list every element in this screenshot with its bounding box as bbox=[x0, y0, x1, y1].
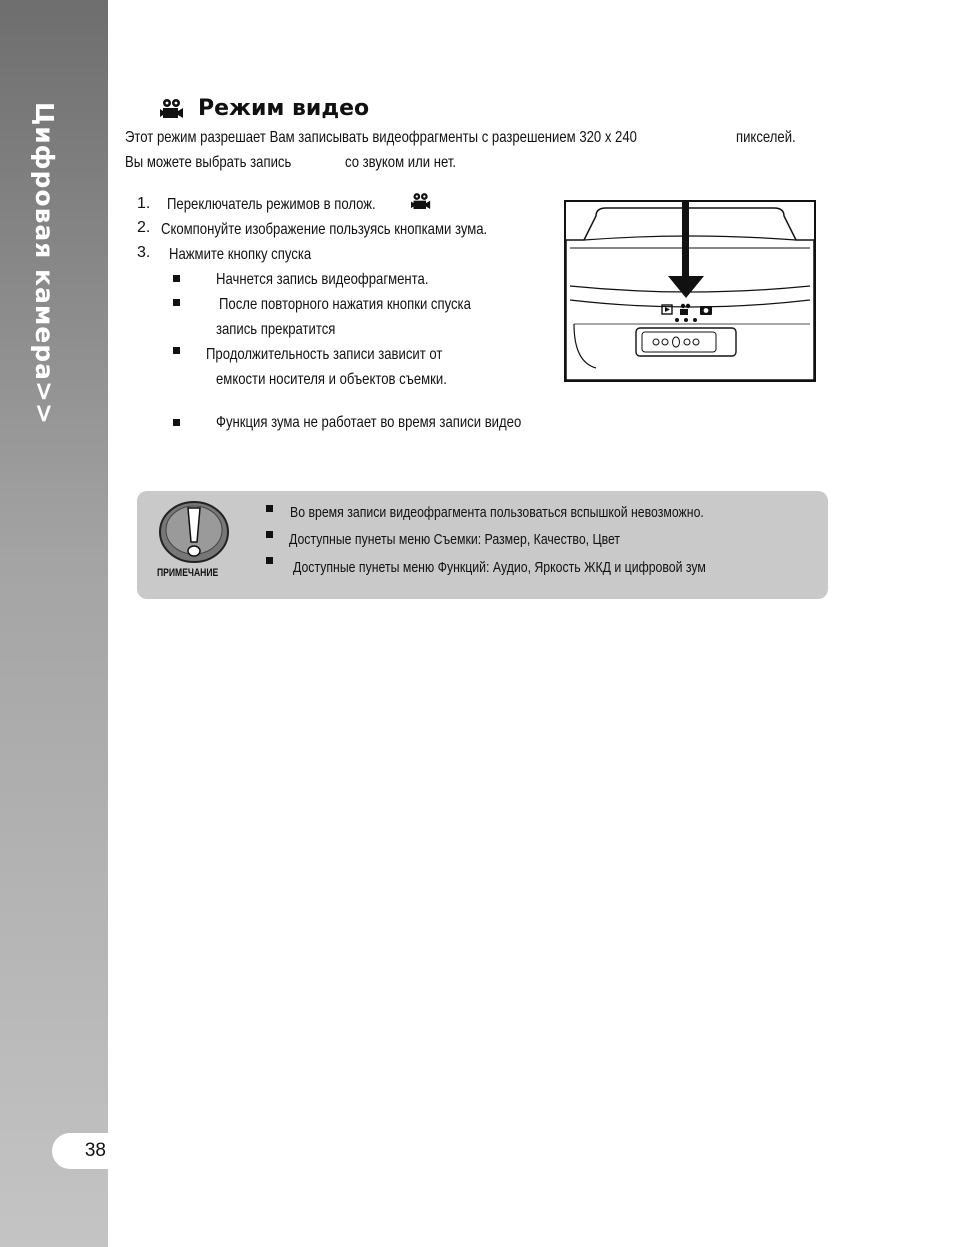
bullet-icon bbox=[266, 505, 273, 512]
intro-line1-end: пикселей. bbox=[736, 129, 796, 146]
exclamation-icon bbox=[158, 500, 232, 566]
movie-camera-icon bbox=[160, 98, 184, 120]
section-title: Режим видео bbox=[198, 96, 370, 121]
step-number: 2. bbox=[137, 219, 151, 236]
movie-camera-icon bbox=[411, 192, 431, 211]
bullet-icon bbox=[173, 275, 180, 282]
page-title bbox=[160, 96, 369, 121]
sidebar bbox=[0, 0, 108, 1247]
bullet-icon bbox=[266, 557, 273, 564]
intro-line1: Этот режим разрешает Вам записывать видеофрагменты с разрешением 320 x 240 bbox=[125, 129, 637, 146]
bullet-text: Продолжительность записи зависит от bbox=[206, 346, 443, 363]
bullet-text: емкости носителя и объектов съемки. bbox=[216, 371, 447, 388]
note-item: Доступные пунеты меню Съемки: Размер, Качество, Цвет bbox=[289, 531, 621, 548]
bullet-icon bbox=[173, 419, 180, 426]
step-text: Переключатель режимов в полож. bbox=[167, 196, 376, 213]
intro-line2-end: со звуком или нет. bbox=[345, 154, 457, 171]
camera-diagram bbox=[564, 200, 816, 382]
bullet-text: Начнется запись видеофрагмента. bbox=[216, 271, 429, 288]
note-label: ПРИМЕЧАНИЕ bbox=[157, 567, 219, 579]
bullet-text: запись прекратится bbox=[216, 321, 336, 338]
note-item: Доступные пунеты меню Функций: Аудио, Яркость ЖКД и цифровой зум bbox=[293, 559, 706, 576]
sidebar-title: Цифровая камера>> bbox=[30, 102, 59, 425]
bullet-icon bbox=[173, 299, 180, 306]
page-number: 38 bbox=[52, 1133, 108, 1169]
step-text: Нажмите кнопку спуска bbox=[169, 246, 312, 263]
camera-mode-dial-icon bbox=[566, 202, 814, 380]
step-number: 1. bbox=[137, 195, 151, 212]
intro-line2: Вы можете выбрать запись bbox=[125, 154, 292, 171]
bullet-text: Функция зума не работает во время записи видео bbox=[216, 414, 522, 431]
bullet-icon bbox=[173, 347, 180, 354]
step-number: 3. bbox=[137, 244, 151, 261]
note-item: Во время записи видеофрагмента пользоваться вспышкой невозможно. bbox=[290, 504, 704, 521]
bullet-icon bbox=[266, 531, 273, 538]
bullet-text: После повторного нажатия кнопки спуска bbox=[219, 296, 471, 313]
step-text: Скомпонуйте изображение пользуясь кнопками зума. bbox=[161, 221, 488, 238]
